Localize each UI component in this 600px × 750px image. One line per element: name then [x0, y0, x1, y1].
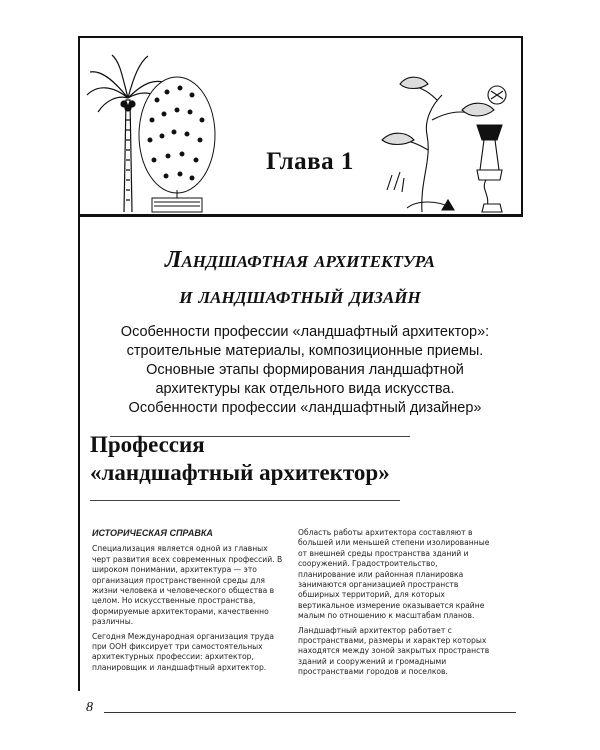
body-paragraph: Специализация является одной из главных черт развития всех современных профессий. В широком понимании, архитектура — это организация пространственной среды для жизни человека и человеческого общества в целом. Но искусственные пространства, формируемые архитекторами, качественно различны.	[92, 544, 283, 627]
left-text-column	[92, 528, 284, 677]
footer-rule	[104, 712, 516, 713]
summary-line: архитектуры как отдельного вида искусства.	[155, 381, 455, 397]
section-title	[90, 431, 490, 487]
summary-line: Особенности профессии «ландшафтный архитектор»:	[120, 324, 490, 340]
potted-tree-drawing	[139, 77, 215, 212]
section-title-line-1: Профессия	[90, 432, 205, 457]
chapter-summary	[100, 323, 510, 418]
chapter-title	[90, 242, 510, 314]
page-number: 8	[86, 700, 93, 715]
body-paragraph: Область работы архитектора составляют в большей или меньшей степени изолированные от внешней среды пространства зданий и сооружений. Градостроительство, планирование или районная планировка занимаются организацией пространств обширных территорий, для которых вертикальное измерение оказывается крайне малым по отношению к масштабам планов.	[298, 528, 490, 621]
summary-line: Особенности профессии «ландшафтный дизайнер»	[128, 400, 482, 416]
illustration-ground-line	[78, 214, 523, 217]
body-paragraph: Ландшафтный архитектор работает с пространствами, размеры и характер которых находятся между зоной закрытых пространств зданий и сооружений и громадными пространствами городов и поселков.	[298, 625, 490, 677]
bonsai-garden-drawing	[382, 77, 506, 212]
chapter-title-line-1: Ландшафтная архитектура	[164, 247, 436, 273]
summary-line: Основные этапы формирования ландшафтной	[146, 362, 464, 378]
summary-line: строительные материалы, композиционные приемы.	[126, 343, 484, 359]
historical-note-heading: ИСТОРИЧЕСКАЯ СПРАВКА	[92, 528, 213, 538]
chapter-title-line-2: и ландшафтный дизайн	[179, 283, 421, 309]
garden-illustration	[82, 40, 522, 215]
section-rule-bottom	[90, 500, 400, 501]
right-text-column	[298, 528, 490, 682]
section-title-line-2: «ландшафтный архитектор»	[90, 460, 390, 485]
body-paragraph: Сегодня Международная организация труда при ООН фиксирует три самостоятельных архитектурных профессии: архитектор, планировщик и ландшафтный архитектор.	[92, 631, 274, 672]
frame-top-border	[78, 36, 523, 38]
frame-left-border	[78, 36, 80, 691]
chapter-label: Глава 1	[266, 148, 354, 175]
